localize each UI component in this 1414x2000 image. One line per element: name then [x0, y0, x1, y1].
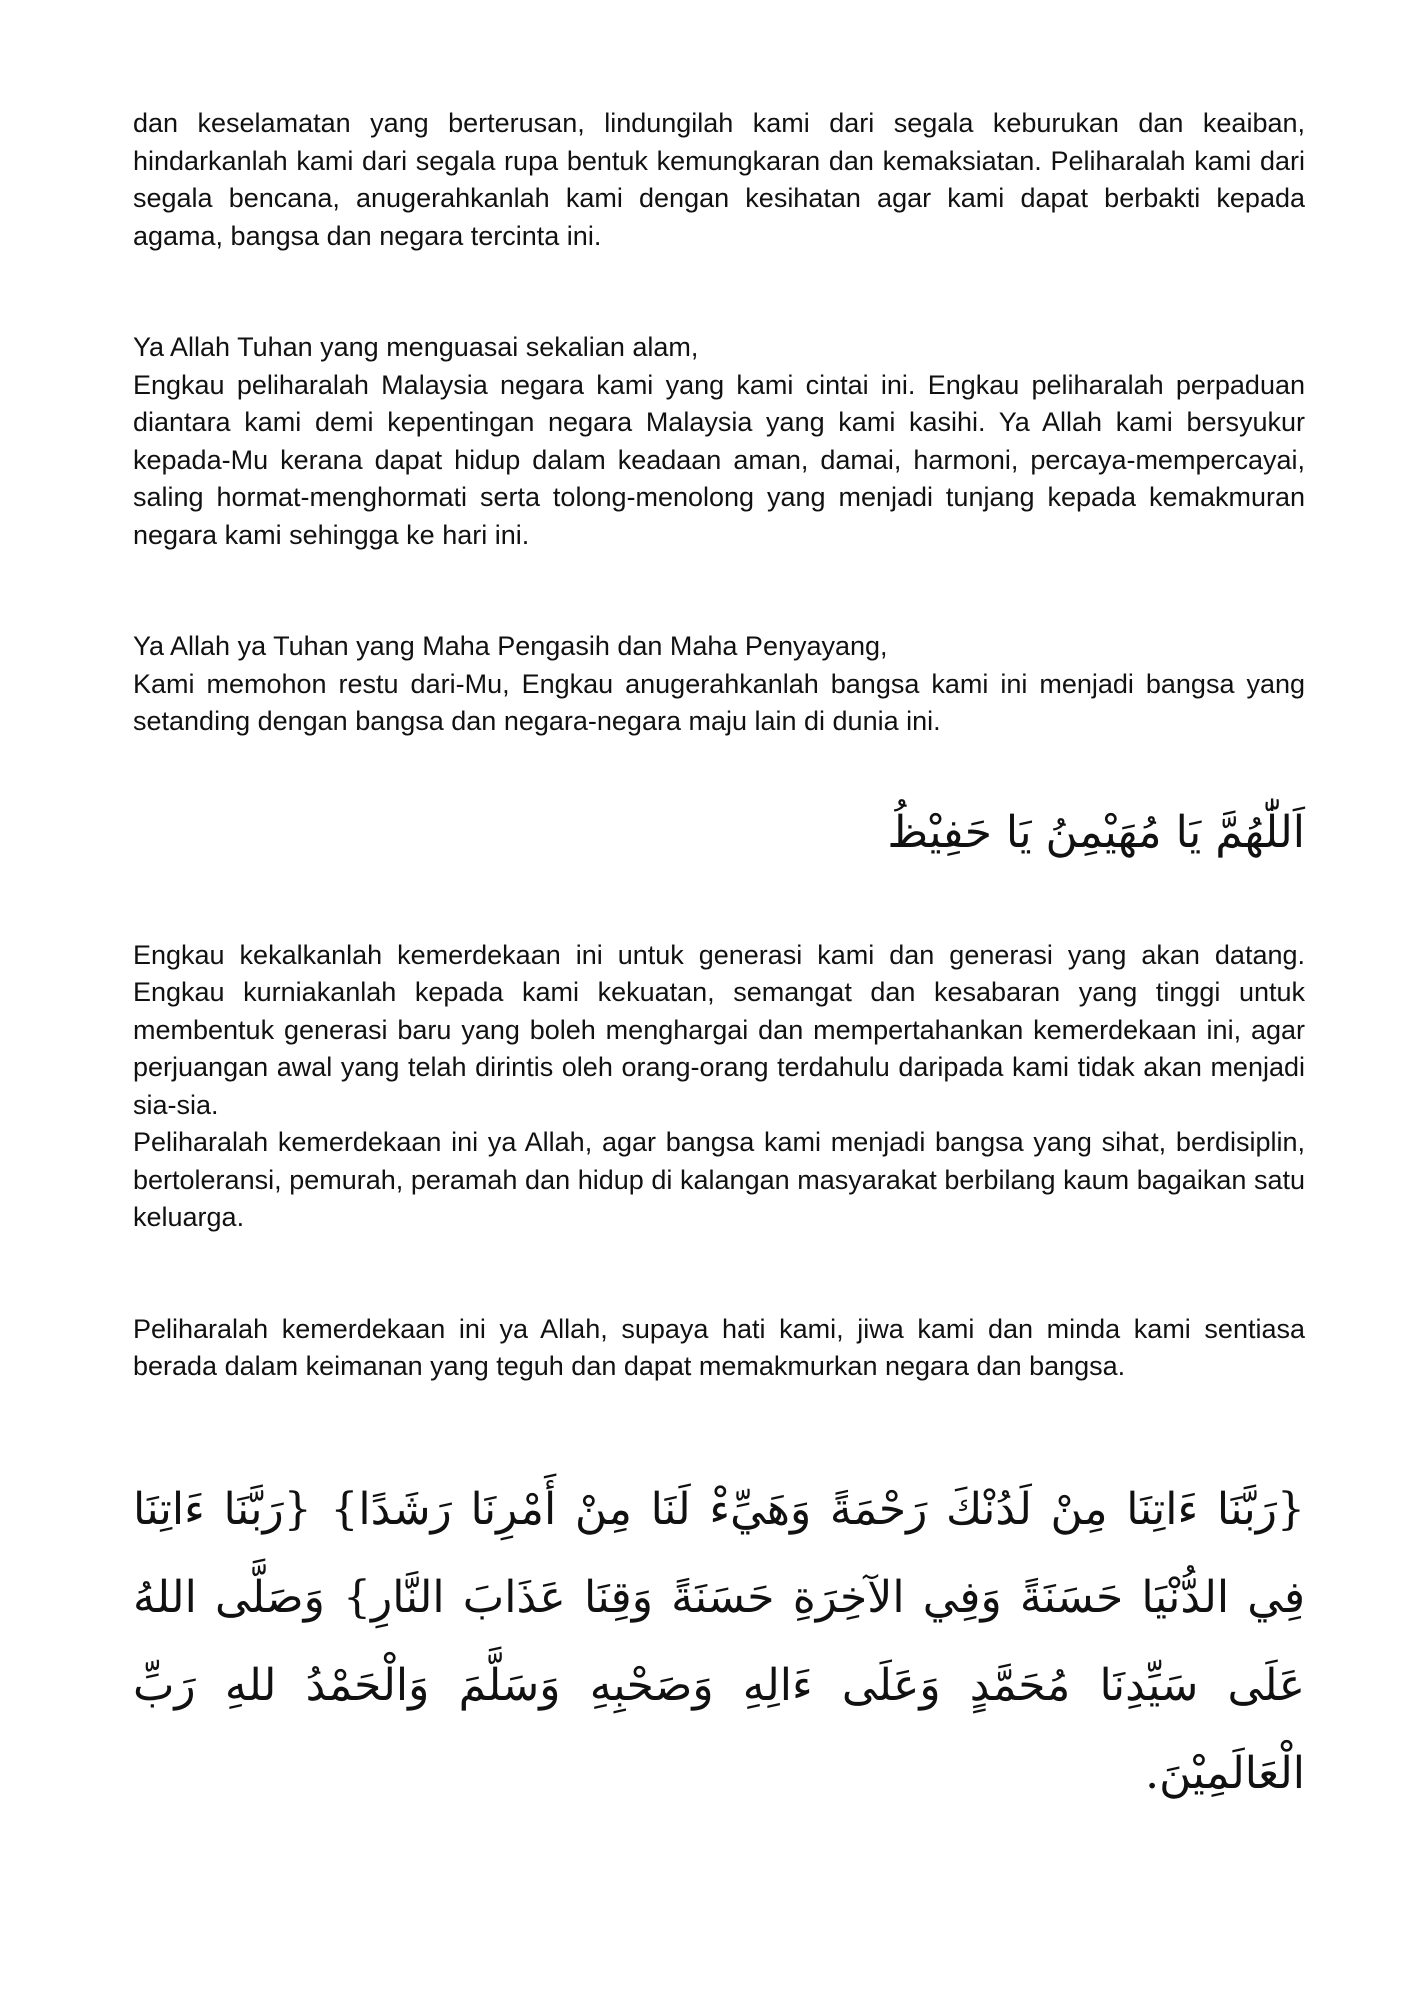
paragraph-heading-line: Ya Allah ya Tuhan yang Maha Pengasih dan Maha Penyayang,: [133, 631, 888, 661]
paragraph-independence: [133, 937, 1305, 1237]
paragraph-spacer: [133, 863, 1305, 937]
paragraph-spacer: [133, 255, 1305, 329]
paragraph-spacer: [133, 1237, 1305, 1311]
paragraph-line: Engkau peliharalah Malaysia negara kami yang kami cintai ini. Engkau peliharalah perpaduan diantara kami demi kepentingan negara Malaysia yang kami kasihi. Ya Allah kami bersyukur kepada-Mu kerana dapat hidup dalam keadaan aman, damai, harmoni, percaya-mempercayai, saling hormat-menghormati serta tolong-menolong yang menjadi tunjang kepada kemakmuran negara kami sehingga ke hari ini.: [133, 369, 1305, 550]
arabic-closing-prayer: {رَبَّنَا ءَاتِنَا مِنْ لَدُنْكَ رَحْمَةً وَهَيِّءْ لَنَا مِنْ أَمْرِنَا رَشَدًا} {رَبَّنَا ءَاتِنَا فِي الدُّنْيَا حَسَنَةً وَفِي الآخِرَةِ حَسَنَةً وَقِنَا عَذَابَ النَّارِ} وَصَلَّى اللهُ عَلَى سَيِّدِنَا مُحَمَّدٍ وَعَلَى ءَالِهِ وَصَحْبِهِ وَسَلَّمَ وَالْحَمْدُ للهِ رَبِّ الْعَالَمِيْنَ.: [133, 1483, 1305, 1799]
paragraph-line: dan keselamatan yang berterusan, lindungilah kami dari segala keburukan dan keaiban, hindarkanlah kami dari segala rupa bentuk kemungkaran dan kemaksiatan. Peliharalah kami dari segala bencana, anugerahkanlah kami dengan kesihatan agar kami dapat berbakti kepada agama, bangsa dan negara tercinta ini.: [133, 108, 1305, 251]
paragraph-line: Peliharalah kemerdekaan ini ya Allah, agar bangsa kami menjadi bangsa yang sihat, berdisiplin, bertoleransi, pemurah, peramah dan hidup di kalangan masyarakat berbilang kaum bagaikan satu keluarga.: [133, 1127, 1305, 1232]
paragraph-spacer: [133, 741, 1305, 803]
paragraph-spacer: [133, 1386, 1305, 1466]
document-page: [133, 105, 1305, 1818]
paragraph-protection: [133, 105, 1305, 255]
arabic-invocation: اَللّٰهُمَّ يَا مُهَيْمِنُ يَا حَفِيْظُ: [887, 806, 1305, 858]
paragraph-heading-line: Ya Allah Tuhan yang menguasai sekalian alam,: [133, 332, 699, 362]
paragraph-line: Peliharalah kemerdekaan ini ya Allah, supaya hati kami, jiwa kami dan minda kami sentiasa berada dalam keimanan yang teguh dan dapat memakmurkan negara dan bangsa.: [133, 1313, 1305, 1381]
paragraph-faith: [133, 1311, 1305, 1386]
paragraph-line: Kami memohon restu dari-Mu, Engkau anugerahkanlah bangsa kami ini menjadi bangsa yang setanding dengan bangsa dan negara-negara maju lain di dunia ini.: [133, 668, 1305, 736]
paragraph-spacer: [133, 554, 1305, 628]
paragraph-lord-of-worlds: [133, 329, 1305, 554]
paragraph-most-merciful: [133, 628, 1305, 741]
paragraph-line: Engkau kekalkanlah kemerdekaan ini untuk generasi kami dan generasi yang akan datang. Engkau kurniakanlah kepada kami kekuatan, semangat dan kesabaran yang tinggi untuk membentuk generasi baru yang boleh menghargai dan mempertahankan kemerdekaan ini, agar perjuangan awal yang telah dirintis oleh orang-orang terdahulu daripada kami tidak akan menjadi sia-sia.: [133, 939, 1305, 1120]
